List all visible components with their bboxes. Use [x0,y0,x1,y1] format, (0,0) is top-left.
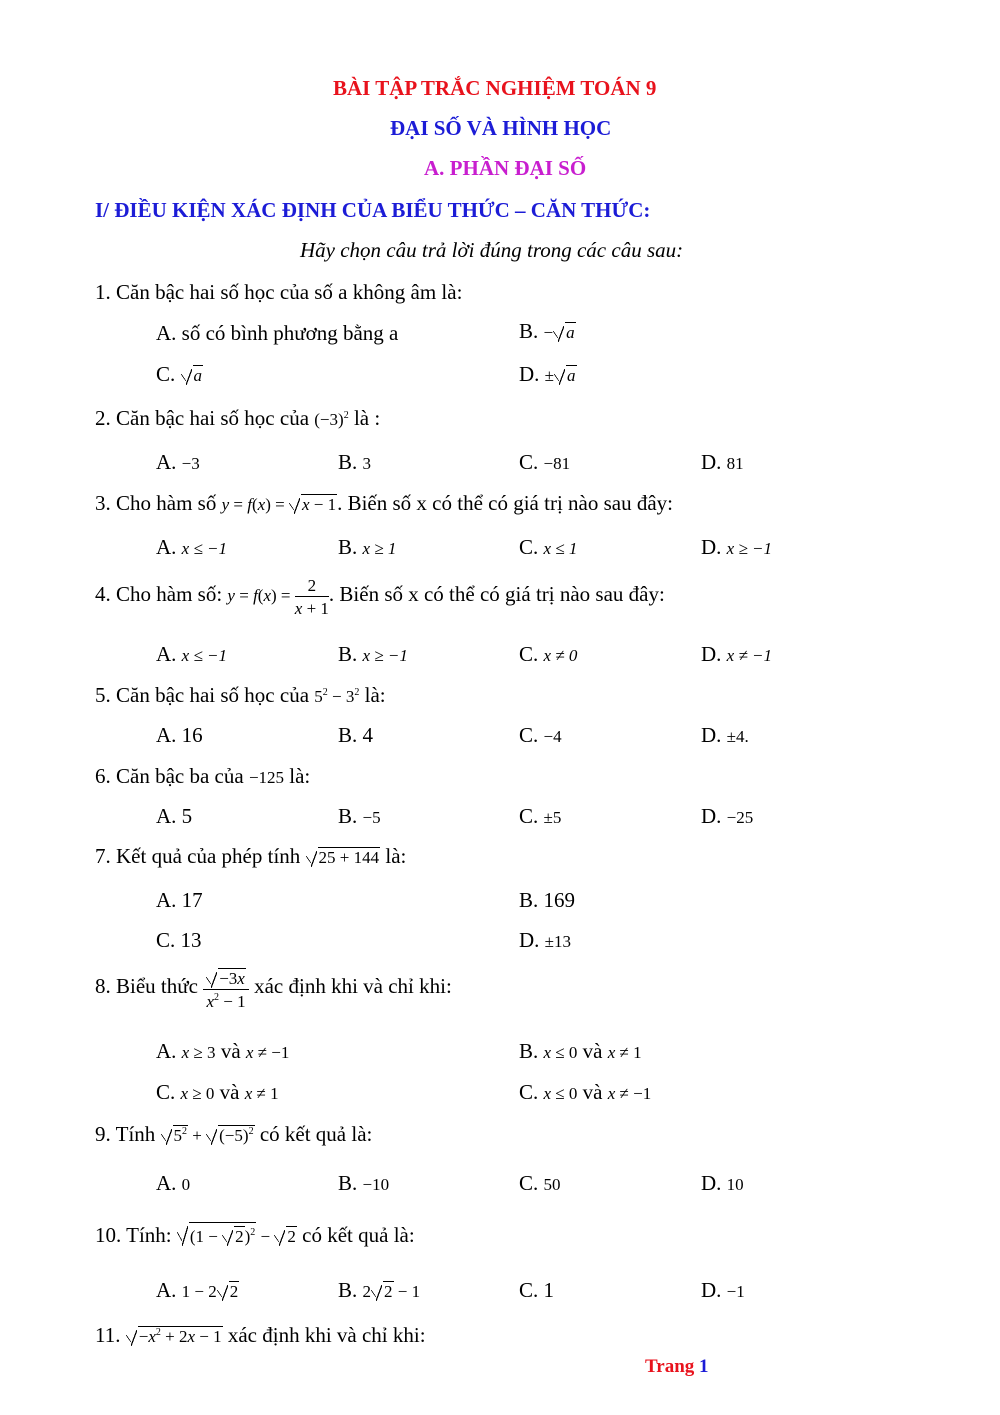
q7-option-b: B. 169 [519,888,576,912]
q5-option-b: B. 4 [338,723,374,747]
document-title: BÀI TẬP TRẮC NGHIỆM TOÁN 9 [333,76,657,100]
q1-option-d: D. ± a [519,362,576,386]
q2-option-b: B. 3 [338,450,372,474]
q3-option-b: B. x ≥ 1 [338,535,397,559]
q5-option-c: C. −4 [519,723,562,747]
question-2: 2. Căn bậc hai số học của $(-3)^2$ là : [95,406,381,430]
question-8: 8. Biểu thức $\frac{-3x}{x^2 - 1}$ xác định khi và chỉ khi: [95,969,452,1011]
document-subtitle: ĐẠI SỐ VÀ HÌNH HỌC [390,116,612,140]
q4-option-a: A. x ≤ −1 [156,642,228,666]
section-heading: I/ ĐIỀU KIỆN XÁC ĐỊNH CỦA BIỂU THỨC – CĂN THỨC: [95,198,651,222]
q2-option-a: A. −3 [156,450,200,474]
q1-option-a: A. số có bình phương bằng a [156,321,399,345]
q3-option-c: C. x ≤ 1 [519,535,578,559]
page-number: Trang 1 [645,1356,709,1377]
q4-option-b: B. x ≥ −1 [338,642,408,666]
q9-option-b: B. −10 [338,1171,390,1195]
q5-option-a: A. 16 [156,723,203,747]
q6-option-d: D. −25 [701,804,754,828]
q6-option-b: B. −5 [338,804,381,828]
q3-option-a: A. x ≤ −1 [156,535,228,559]
question-1: 1. Căn bậc hai số học của số a không âm là: [95,280,463,304]
q10-option-a: A. 1 − 2 2 [156,1278,239,1302]
q1-option-c: C. a [156,362,203,386]
q9-option-a: A. 0 [156,1171,191,1195]
q6-option-c: C. ±5 [519,804,562,828]
q9-option-d: D. 10 [701,1171,744,1195]
question-5: 5. Căn bậc hai số học của $5^2 - 3^2$ là: [95,683,386,707]
part-heading: A. PHẦN ĐẠI SỐ [424,156,587,180]
q6-option-a: A. 5 [156,804,193,828]
question-11: 11. $-x^2 + 2x - 1$ xác định khi và chỉ khi: [95,1323,426,1347]
question-4: 4. Cho hàm số: y = f(x) = $\frac{2}{x + 1}$ . Biến số x có thể có giá trị nào sau đây: [95,576,665,618]
q10-option-d: D. −1 [701,1278,745,1302]
question-3: 3. Cho hàm số y = f(x) = x − 1. Biến số x có thể có giá trị nào sau đây: [95,491,673,515]
q8-option-d: C. x ≤ 0 và x ≠ −1 [519,1080,652,1104]
question-6: 6. Căn bậc ba của −125 là: [95,764,311,788]
instruction-text: Hãy chọn câu trả lời đúng trong các câu sau: [300,238,684,262]
q7-option-a: A. 17 [156,888,203,912]
q10-option-b: B. 2 2 − 1 [338,1278,421,1302]
q3-option-d: D. x ≥ −1 [701,535,773,559]
question-10: 10. Tính: $(1 - 2)^2 - 2$ có kết quả là: [95,1223,415,1247]
q8-option-a: A. x ≥ 3 và x ≠ −1 [156,1039,290,1063]
q4-option-c: C. x ≠ 0 [519,642,578,666]
q8-option-c: C. x ≥ 0 và x ≠ 1 [156,1080,279,1104]
q4-option-d: D. x ≠ −1 [701,642,773,666]
q1-option-b: B. − a [519,319,575,343]
q10-option-c: C. 1 [519,1278,555,1302]
q5-option-d: D. ±4. [701,723,749,747]
q2-option-c: C. −81 [519,450,571,474]
question-7: 7. Kết quả của phép tính 25 + 144 là: [95,844,407,868]
q2-option-d: D. 81 [701,450,744,474]
q8-option-b: B. x ≤ 0 và x ≠ 1 [519,1039,642,1063]
question-9: 9. Tính $5^2 + (-5)^2$ có kết quả là: [95,1122,373,1146]
q7-option-c: C. 13 [156,928,202,952]
q9-option-c: C. 50 [519,1171,561,1195]
q7-option-d: D. ±13 [519,928,572,952]
